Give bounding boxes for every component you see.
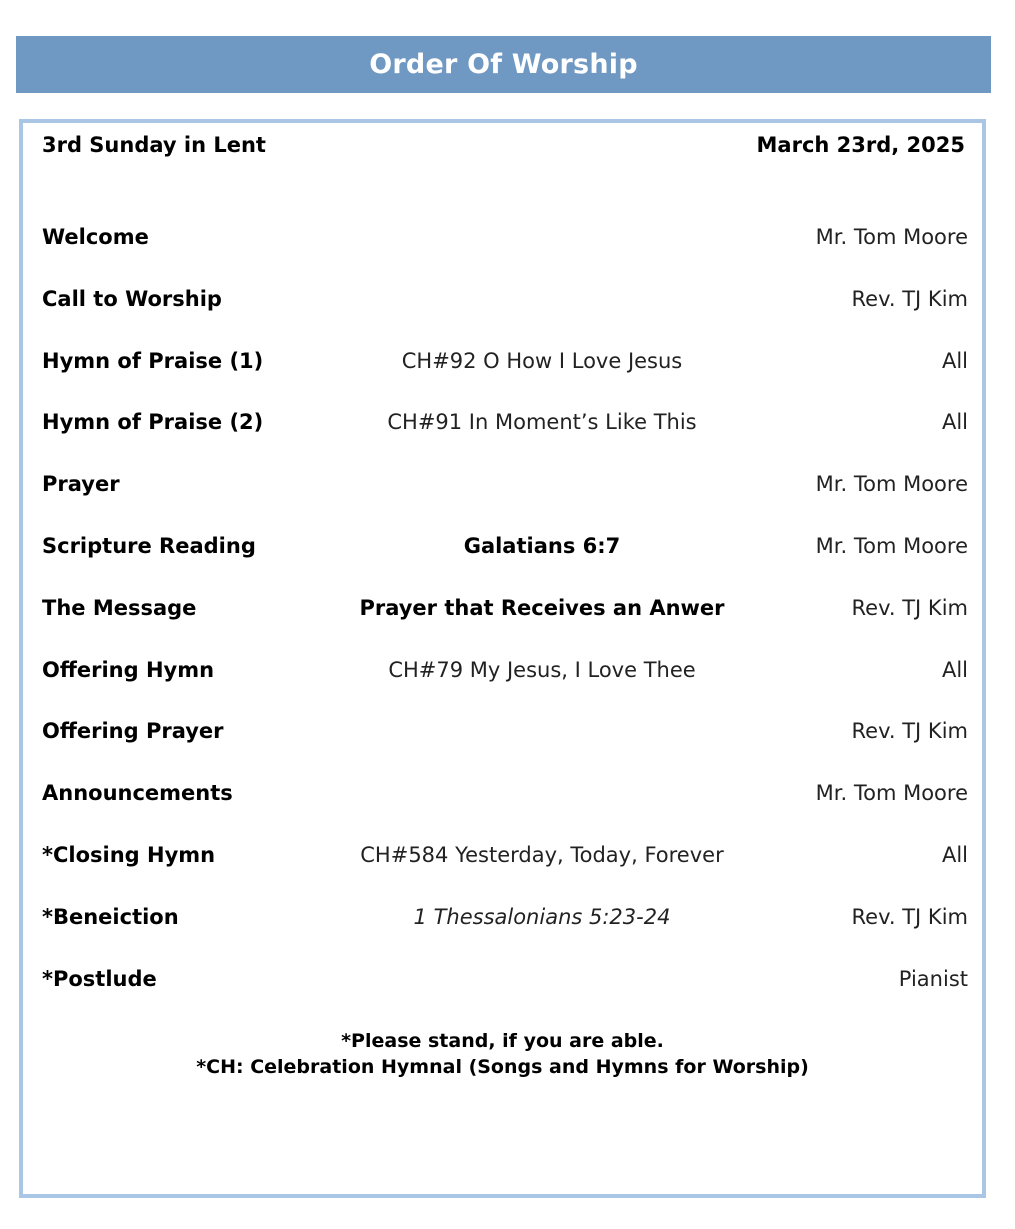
worship-row-hymn-of-praise-2 xyxy=(42,410,968,440)
worship-row-postlude xyxy=(42,967,968,997)
page-title: Order Of Worship xyxy=(369,49,638,80)
row-item: *Postlude xyxy=(42,967,157,991)
program-header xyxy=(42,133,965,157)
row-leader: Mr. Tom Moore xyxy=(815,225,968,249)
program-frame xyxy=(19,119,986,1198)
row-item: Hymn of Praise (1) xyxy=(42,349,264,373)
row-leader: Mr. Tom Moore xyxy=(815,534,968,558)
worship-row-prayer xyxy=(42,472,968,502)
row-leader: Mr. Tom Moore xyxy=(815,781,968,805)
row-leader: Rev. TJ Kim xyxy=(851,905,968,929)
row-item: Offering Hymn xyxy=(42,658,215,682)
worship-row-welcome xyxy=(42,225,968,255)
footnotes xyxy=(23,1028,982,1080)
row-item: Announcements xyxy=(42,781,233,805)
row-item: Scripture Reading xyxy=(42,534,256,558)
row-item: Offering Prayer xyxy=(42,719,224,743)
occasion: 3rd Sunday in Lent xyxy=(42,133,266,157)
row-leader: All xyxy=(941,658,968,682)
row-detail: CH#92 O How I Love Jesus xyxy=(401,349,683,373)
worship-row-closing-hymn xyxy=(42,843,968,873)
worship-row-scripture-reading xyxy=(42,534,968,564)
worship-row-call-to-worship xyxy=(42,287,968,317)
row-detail: CH#91 In Moment’s Like This xyxy=(387,410,697,434)
row-leader: Rev. TJ Kim xyxy=(851,596,968,620)
row-leader: Rev. TJ Kim xyxy=(851,287,968,311)
row-leader: All xyxy=(941,349,968,373)
worship-row-offering-hymn xyxy=(42,658,968,688)
row-item: *Closing Hymn xyxy=(42,843,216,867)
row-item: Call to Worship xyxy=(42,287,222,311)
row-detail: Prayer that Receives an Anwer xyxy=(359,596,725,620)
row-leader: Pianist xyxy=(898,967,968,991)
row-leader: Rev. TJ Kim xyxy=(851,719,968,743)
row-item: Welcome xyxy=(42,225,149,249)
row-item: *Beneiction xyxy=(42,905,179,929)
row-detail: CH#79 My Jesus, I Love Thee xyxy=(388,658,696,682)
row-item: Prayer xyxy=(42,472,120,496)
row-item: The Message xyxy=(42,596,197,620)
row-leader: All xyxy=(941,410,968,434)
hymnal-note: *CH: Celebration Hymnal (Songs and Hymns for Worship) xyxy=(196,1056,809,1078)
worship-row-benediction xyxy=(42,905,968,935)
row-detail: CH#584 Yesterday, Today, Forever xyxy=(360,843,724,867)
row-item: Hymn of Praise (2) xyxy=(42,410,264,434)
worship-row-offering-prayer xyxy=(42,719,968,749)
row-detail: 1 Thessalonians 5:23-24 xyxy=(413,905,671,929)
row-leader: Mr. Tom Moore xyxy=(815,472,968,496)
worship-row-announcements xyxy=(42,781,968,811)
row-detail: Galatians 6:7 xyxy=(463,534,621,558)
worship-row-hymn-of-praise-1 xyxy=(42,349,968,379)
service-date: March 23rd, 2025 xyxy=(756,133,965,157)
worship-row-the-message xyxy=(42,596,968,626)
row-leader: All xyxy=(941,843,968,867)
title-bar xyxy=(16,36,991,93)
stand-note: *Please stand, if you are able. xyxy=(341,1030,664,1052)
